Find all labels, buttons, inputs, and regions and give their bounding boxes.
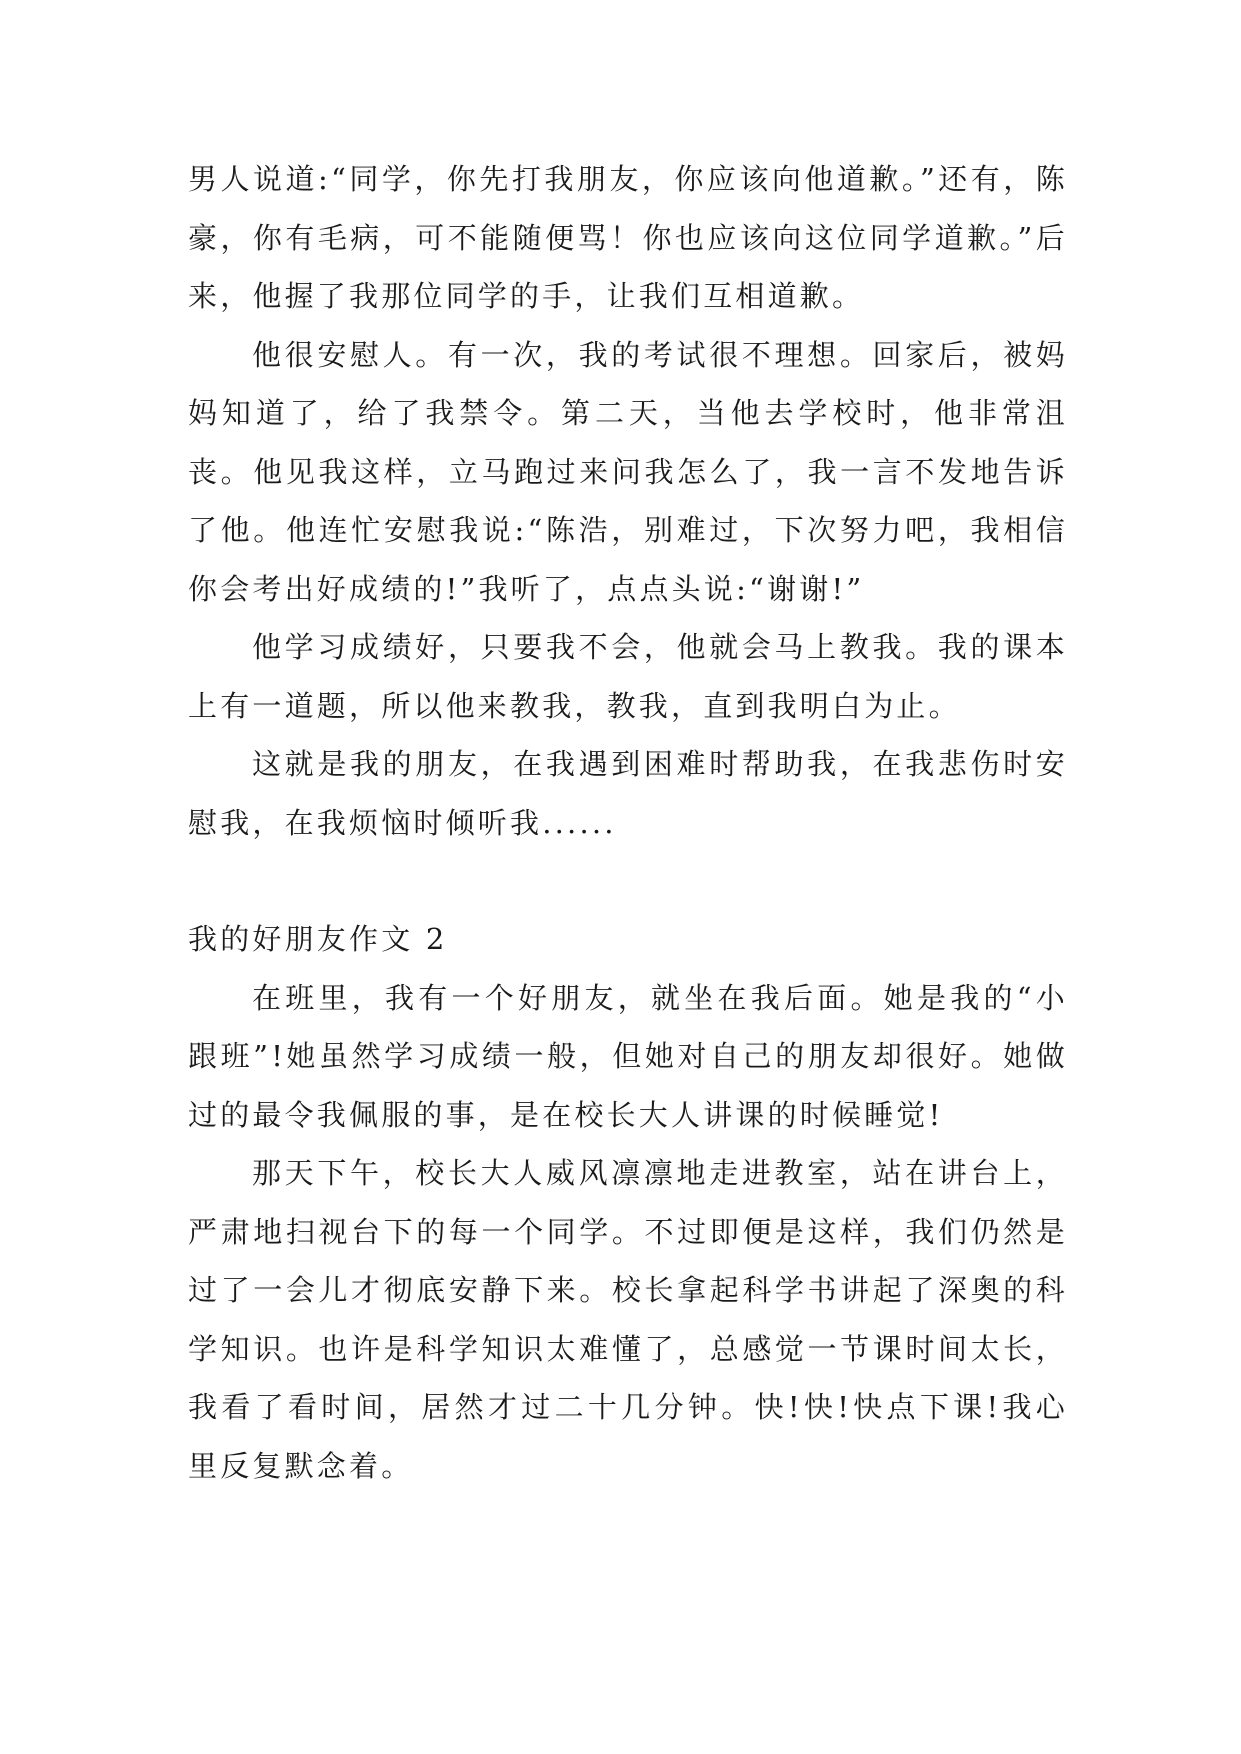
- essay-title: 我的好朋友作文 2: [188, 922, 448, 956]
- paragraph-intro: 在班里，我有一个好朋友，就坐在我后面。她是我的“小跟班”!她虽然学习成绩一般，但她对自己的朋友却很好。她做过的最令我佩服的事，是在校长大人讲课的时候睡觉!: [188, 980, 1068, 1132]
- paragraph-conclusion: 这就是我的朋友，在我遇到困难时帮助我，在我悲伤时安慰我，在我烦恼时倾听我......: [188, 747, 1068, 840]
- document-body: [188, 150, 1068, 1495]
- paragraph-afternoon: 那天下午，校长大人威风凛凛地走进教室，站在讲台上，严肃地扫视台下的每一个同学。不过即便是这样，我们仍然是过了一会儿才彻底安静下来。校长拿起科学书讲起了深奥的科学知识。也许是科学知识太难懂了，总感觉一节课时间太长，我看了看时间，居然才过二十几分钟。快!快!快点下课!我心里反复默念着。: [188, 1156, 1068, 1483]
- paragraph-study: 他学习成绩好，只要我不会，他就会马上教我。我的课本上有一道题，所以他来教我，教我，直到我明白为止。: [188, 630, 1068, 723]
- paragraph-continued: 男人说道:“同学，你先打我朋友，你应该向他道歉。”还有，陈豪，你有毛病，可不能随便骂！你也应该向这位同学道歉。”后来，他握了我那位同学的手，让我们互相道歉。: [188, 162, 1068, 313]
- paragraph-comfort: 他很安慰人。有一次，我的考试很不理想。回家后，被妈妈知道了，给了我禁令。第二天，当他去学校时，他非常沮丧。他见我这样，立马跑过来问我怎么了，我一言不发地告诉了他。他连忙安慰我说:“陈浩，别难过，下次努力吧，我相信你会考出好成绩的!”我听了，点点头说:“谢谢!”: [188, 337, 1068, 606]
